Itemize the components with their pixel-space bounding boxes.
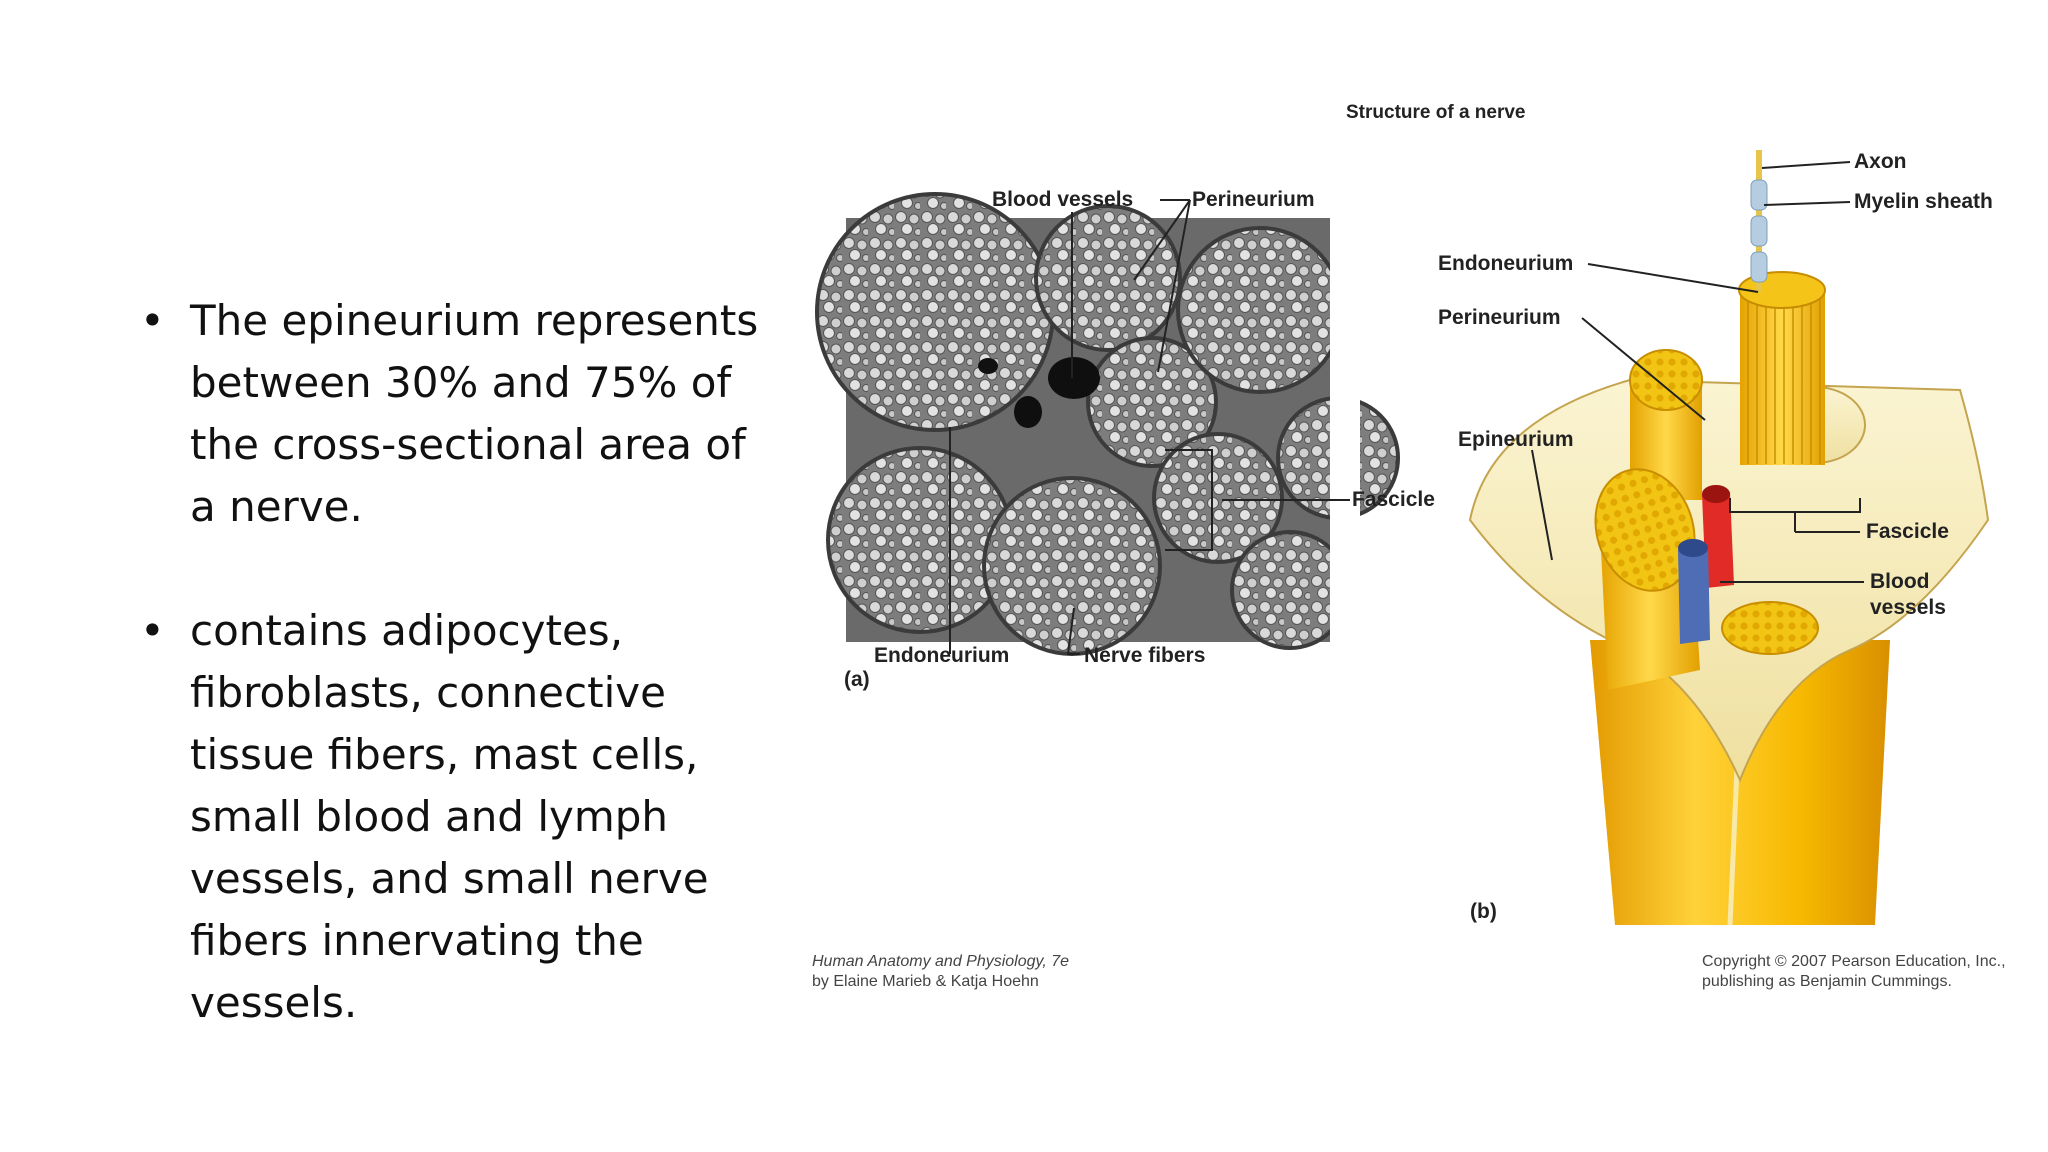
bullet-item: • The epineurium represents between 30% and 75% of the cross-sectional area of a nerve. xyxy=(140,290,780,538)
panel-a-tag: (a) xyxy=(844,668,870,691)
panel-b-tag: (b) xyxy=(1470,900,1497,923)
nerve-structure-figure xyxy=(790,80,2048,1152)
label-perineurium-b: Perineurium xyxy=(1438,306,1561,329)
label-epineurium: Epineurium xyxy=(1458,428,1574,451)
credit-book-title: Human Anatomy and Physiology, 7e xyxy=(812,953,1070,970)
label-endoneurium-a: Endoneurium xyxy=(874,644,1010,667)
credit-left xyxy=(812,952,1069,992)
credit-authors: by Elaine Marieb & Katja Hoehn xyxy=(812,973,1039,990)
label-axon: Axon xyxy=(1854,150,1907,173)
figure-title: Structure of a nerve xyxy=(1346,102,1526,123)
label-endoneurium-b: Endoneurium xyxy=(1438,252,1574,275)
label-fascicle-b: Fascicle xyxy=(1866,520,1949,543)
label-blood-vessels-b-line2: vessels xyxy=(1870,596,1946,619)
credit-publisher: publishing as Benjamin Cummings. xyxy=(1702,973,1952,990)
label-myelin-sheath: Myelin sheath xyxy=(1854,190,1993,213)
bullet-list xyxy=(140,290,780,1096)
bullet-item: • contains adipocytes, fibroblasts, connective tissue fibers, mast cells, small blood and lymph vessels, and small nerve fibers innervating the vessels. xyxy=(140,600,780,1034)
label-perineurium-a: Perineurium xyxy=(1192,188,1315,211)
micrograph-panel-a xyxy=(817,194,1398,654)
credit-copyright: Copyright © 2007 Pearson Education, Inc., xyxy=(1702,953,2006,970)
label-blood-vessels-a: Blood vessels xyxy=(992,188,1134,211)
credit-right xyxy=(1702,952,2006,992)
label-fascicle-a: Fascicle xyxy=(1352,488,1435,511)
label-blood-vessels-b-line1: Blood xyxy=(1870,570,1930,593)
label-nerve-fibers-a: Nerve fibers xyxy=(1084,644,1206,667)
